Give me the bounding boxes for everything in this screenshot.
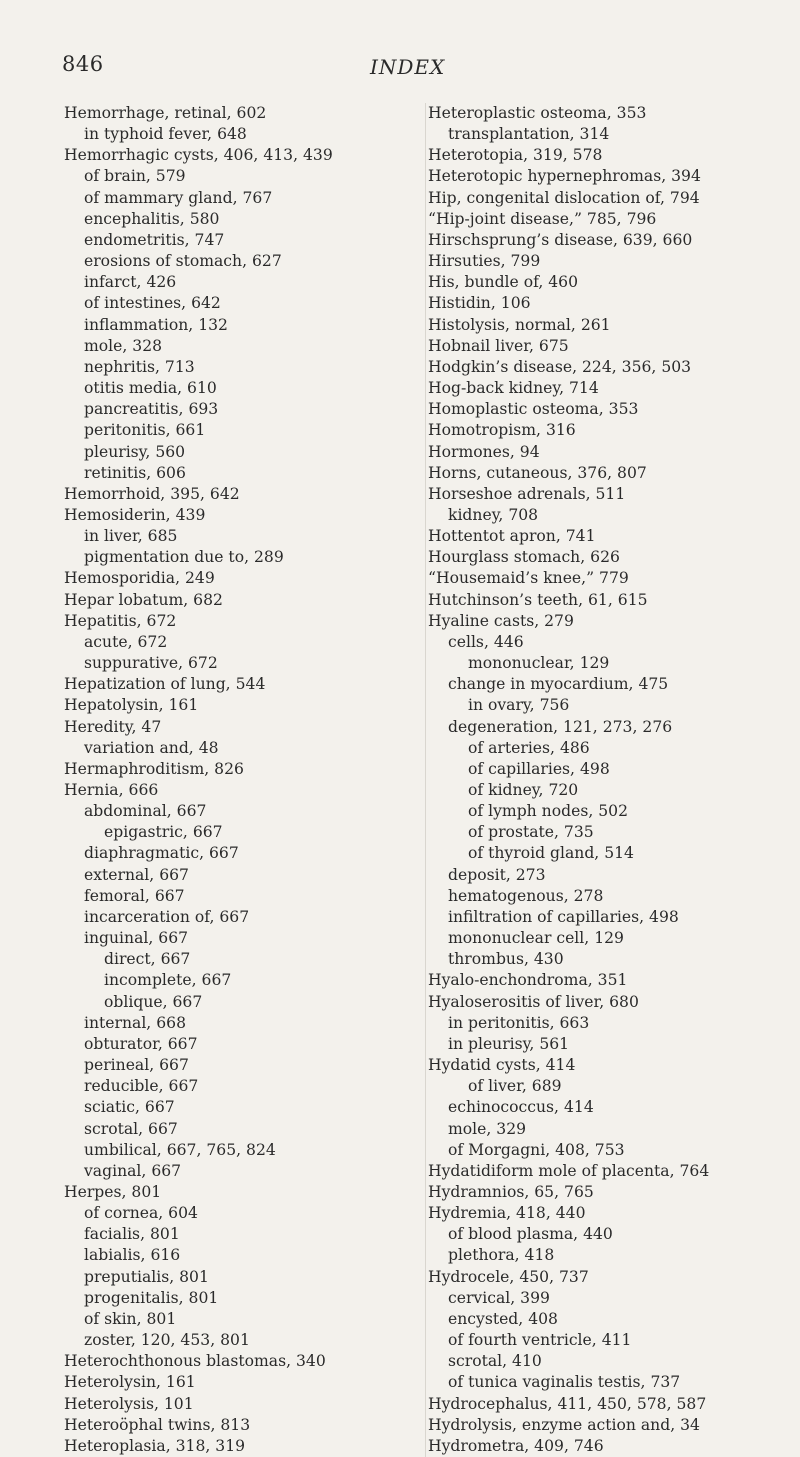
index-entry: Heterolysis, 101 [64,1394,194,1413]
index-entry: Hemorrhage, retinal, 602 [64,104,267,122]
index-subentry: external, 667 [84,865,189,884]
index-subentry: infiltration of capillaries, 498 [448,907,679,926]
index-entry: Hepatolysin, 161 [64,696,199,715]
index-subentry: change in myocardium, 475 [448,675,669,694]
index-entry: Herpes, 801 [64,1182,162,1201]
index-subentry: echinococcus, 414 [448,1098,594,1117]
index-subentry: of kidney, 720 [468,781,579,799]
index-entry: Heterotopic hypernephromas, 394 [428,167,701,186]
index-subentry: plethora, 418 [448,1246,555,1265]
index-subentry: incomplete, 667 [104,971,232,990]
index-entry: Hydramnios, 65, 765 [428,1182,594,1201]
index-entry: Hyaline casts, 279 [428,611,574,630]
index-subentry: erosions of stomach, 627 [84,252,282,271]
index-entry: His, bundle of, 460 [428,273,579,292]
index-subentry: sciatic, 667 [84,1098,175,1117]
index-subentry: cells, 446 [448,632,524,651]
index-subentry: of lymph nodes, 502 [468,802,629,821]
index-entry: Hydremia, 418, 440 [428,1204,586,1223]
index-subentry: pigmentation due to, 289 [84,548,284,567]
index-subentry: of mammary gland, 767 [84,188,273,207]
index-subentry: peritonitis, 661 [84,421,206,440]
running-head: INDEX [370,55,446,79]
index-subentry: internal, 668 [84,1013,186,1032]
index-subentry: inflammation, 132 [84,315,228,334]
index-entry: Hip, congenital dislocation of, 794 [428,188,700,207]
index-subentry: degeneration, 121, 273, 276 [448,717,673,736]
index-entry: Hydatid cysts, 414 [428,1056,576,1075]
index-subentry: suppurative, 672 [84,654,218,673]
index-subentry: of liver, 689 [468,1077,562,1096]
index-entry: Hourglass stomach, 626 [428,548,620,567]
index-subentry: in ovary, 756 [468,696,570,715]
index-subentry: of Morgagni, 408, 753 [448,1140,625,1159]
index-subentry: femoral, 667 [84,886,185,905]
index-entry: Hottentot apron, 741 [428,527,596,546]
index-subentry: of prostate, 735 [468,823,594,842]
index-subentry: nephritis, 713 [84,357,195,376]
index-entry: Hodgkin’s disease, 224, 356, 503 [428,357,692,376]
index-subentry: labialis, 616 [84,1246,181,1265]
index-entry: Hydatidiform mole of placenta, 764 [428,1161,710,1180]
index-entry: Homotropism, 316 [428,421,576,440]
index-subentry: of fourth ventricle, 411 [448,1331,632,1350]
index-subentry: vaginal, 667 [84,1161,182,1180]
index-subentry: in peritonitis, 663 [448,1013,590,1032]
index-subentry: thrombus, 430 [448,950,564,969]
index-entry: Hydrocele, 450, 737 [428,1267,589,1286]
index-subentry: incarceration of, 667 [84,907,250,926]
index-subentry: scrotal, 667 [84,1119,178,1138]
index-subentry: pancreatitis, 693 [84,400,219,419]
index-entry: Hyaloserositis of liver, 680 [428,992,639,1011]
index-subentry: epigastric, 667 [104,823,223,842]
index-subentry: in pleurisy, 561 [448,1034,570,1053]
index-subentry: transplantation, 314 [448,125,610,144]
index-subentry: retinitis, 606 [84,463,186,482]
index-subentry: of intestines, 642 [84,294,221,313]
index-subentry: mole, 329 [448,1119,527,1138]
index-entry: Hermaphroditism, 826 [64,759,244,778]
index-subentry: pleurisy, 560 [84,442,186,461]
index-entry: Hobnail liver, 675 [428,336,569,355]
index-entry: Hepatization of lung, 544 [64,675,266,694]
index-subentry: kidney, 708 [448,505,539,524]
index-subentry: preputialis, 801 [84,1267,209,1286]
index-subentry: perineal, 667 [84,1056,189,1075]
index-subentry: of cornea, 604 [84,1204,198,1223]
index-entry: Hemosporidia, 249 [64,569,215,588]
index-subentry: deposit, 273 [448,865,546,884]
index-entry: Heterochthonous blastomas, 340 [64,1352,326,1371]
index-subentry: facialis, 801 [84,1225,180,1244]
index-subentry: mononuclear cell, 129 [448,929,624,948]
index-subentry: zoster, 120, 453, 801 [84,1331,250,1350]
index-entry: Horseshoe adrenals, 511 [428,484,626,503]
index-subentry: reducible, 667 [84,1077,199,1096]
index-subentry: oblique, 667 [104,992,203,1011]
index-subentry: direct, 667 [104,950,191,969]
index-subentry: infarct, 426 [84,273,177,292]
index-entry: Heteroplasia, 318, 319 [64,1436,246,1455]
index-entry: Hog-back kidney, 714 [428,379,599,398]
index-entry: “Hip-joint disease,” 785, 796 [428,209,657,228]
index-entry: Heterolysin, 161 [64,1373,196,1392]
index-subentry: of blood plasma, 440 [448,1225,613,1244]
index-subentry: of thyroid gland, 514 [468,844,634,863]
index-entry: Hepar lobatum, 682 [64,590,223,609]
index-entry: Hernia, 666 [64,781,159,799]
index-subentry: otitis media, 610 [84,379,217,398]
index-subentry: encysted, 408 [448,1309,558,1328]
index-column-right [425,103,778,1457]
index-entry: Hemorrhoid, 395, 642 [64,484,240,503]
index-subentry: scrotal, 410 [448,1352,542,1371]
index-subentry: acute, 672 [84,632,168,651]
index-entry: Hepatitis, 672 [64,611,177,630]
index-subentry: endometritis, 747 [84,230,225,249]
index-entry: Hydrolysis, enzyme action and, 34 [428,1415,700,1434]
index-subentry: abdominal, 667 [84,802,207,821]
index-subentry: variation and, 48 [84,738,219,757]
index-subentry: of skin, 801 [84,1309,177,1328]
index-entry: Histidin, 106 [428,294,531,313]
index-subentry: of arteries, 486 [468,738,590,757]
index-subentry: hematogenous, 278 [448,886,604,905]
index-subentry: of brain, 579 [84,167,186,186]
index-entry: Hirschsprung’s disease, 639, 660 [428,230,693,249]
index-subentry: of tunica vaginalis testis, 737 [448,1373,681,1392]
index-subentry: inguinal, 667 [84,929,189,948]
index-subentry: diaphragmatic, 667 [84,844,239,863]
page-number: 846 [62,52,104,76]
index-subentry: obturator, 667 [84,1034,198,1053]
index-entry: Heredity, 47 [64,717,162,736]
index-subentry: mononuclear, 129 [468,654,610,673]
index-entry: Heteroplastic osteoma, 353 [428,104,647,122]
index-entry: Hirsuties, 799 [428,252,541,271]
index-entry: “Housemaid’s knee,” 779 [428,569,629,588]
index-subentry: of capillaries, 498 [468,759,610,778]
index-subentry: progenitalis, 801 [84,1288,219,1307]
index-subentry: mole, 328 [84,336,163,355]
index-entry: Hormones, 94 [428,442,540,461]
index-entry: Hutchinson’s teeth, 61, 615 [428,590,648,609]
index-subentry: encephalitis, 580 [84,209,220,228]
index-entry: Heteroöphal twins, 813 [64,1415,251,1434]
index-entry: Hyalo-enchondroma, 351 [428,971,628,990]
index-subentry: in liver, 685 [84,527,178,546]
index-entry: Heterotopia, 319, 578 [428,146,603,165]
index-subentry: umbilical, 667, 765, 824 [84,1140,276,1159]
index-entry: Horns, cutaneous, 376, 807 [428,463,647,482]
index-entry: Hemorrhagic cysts, 406, 413, 439 [64,146,333,165]
index-subentry: cervical, 399 [448,1288,550,1307]
index-column-left [64,103,394,1457]
index-entry: Homoplastic osteoma, 353 [428,400,639,419]
index-entry: Hydrometra, 409, 746 [428,1436,604,1455]
index-entry: Hydrocephalus, 411, 450, 578, 587 [428,1394,707,1413]
index-subentry: in typhoid fever, 648 [84,125,247,144]
index-entry: Histolysis, normal, 261 [428,315,611,334]
index-entry: Hemosiderin, 439 [64,505,206,524]
